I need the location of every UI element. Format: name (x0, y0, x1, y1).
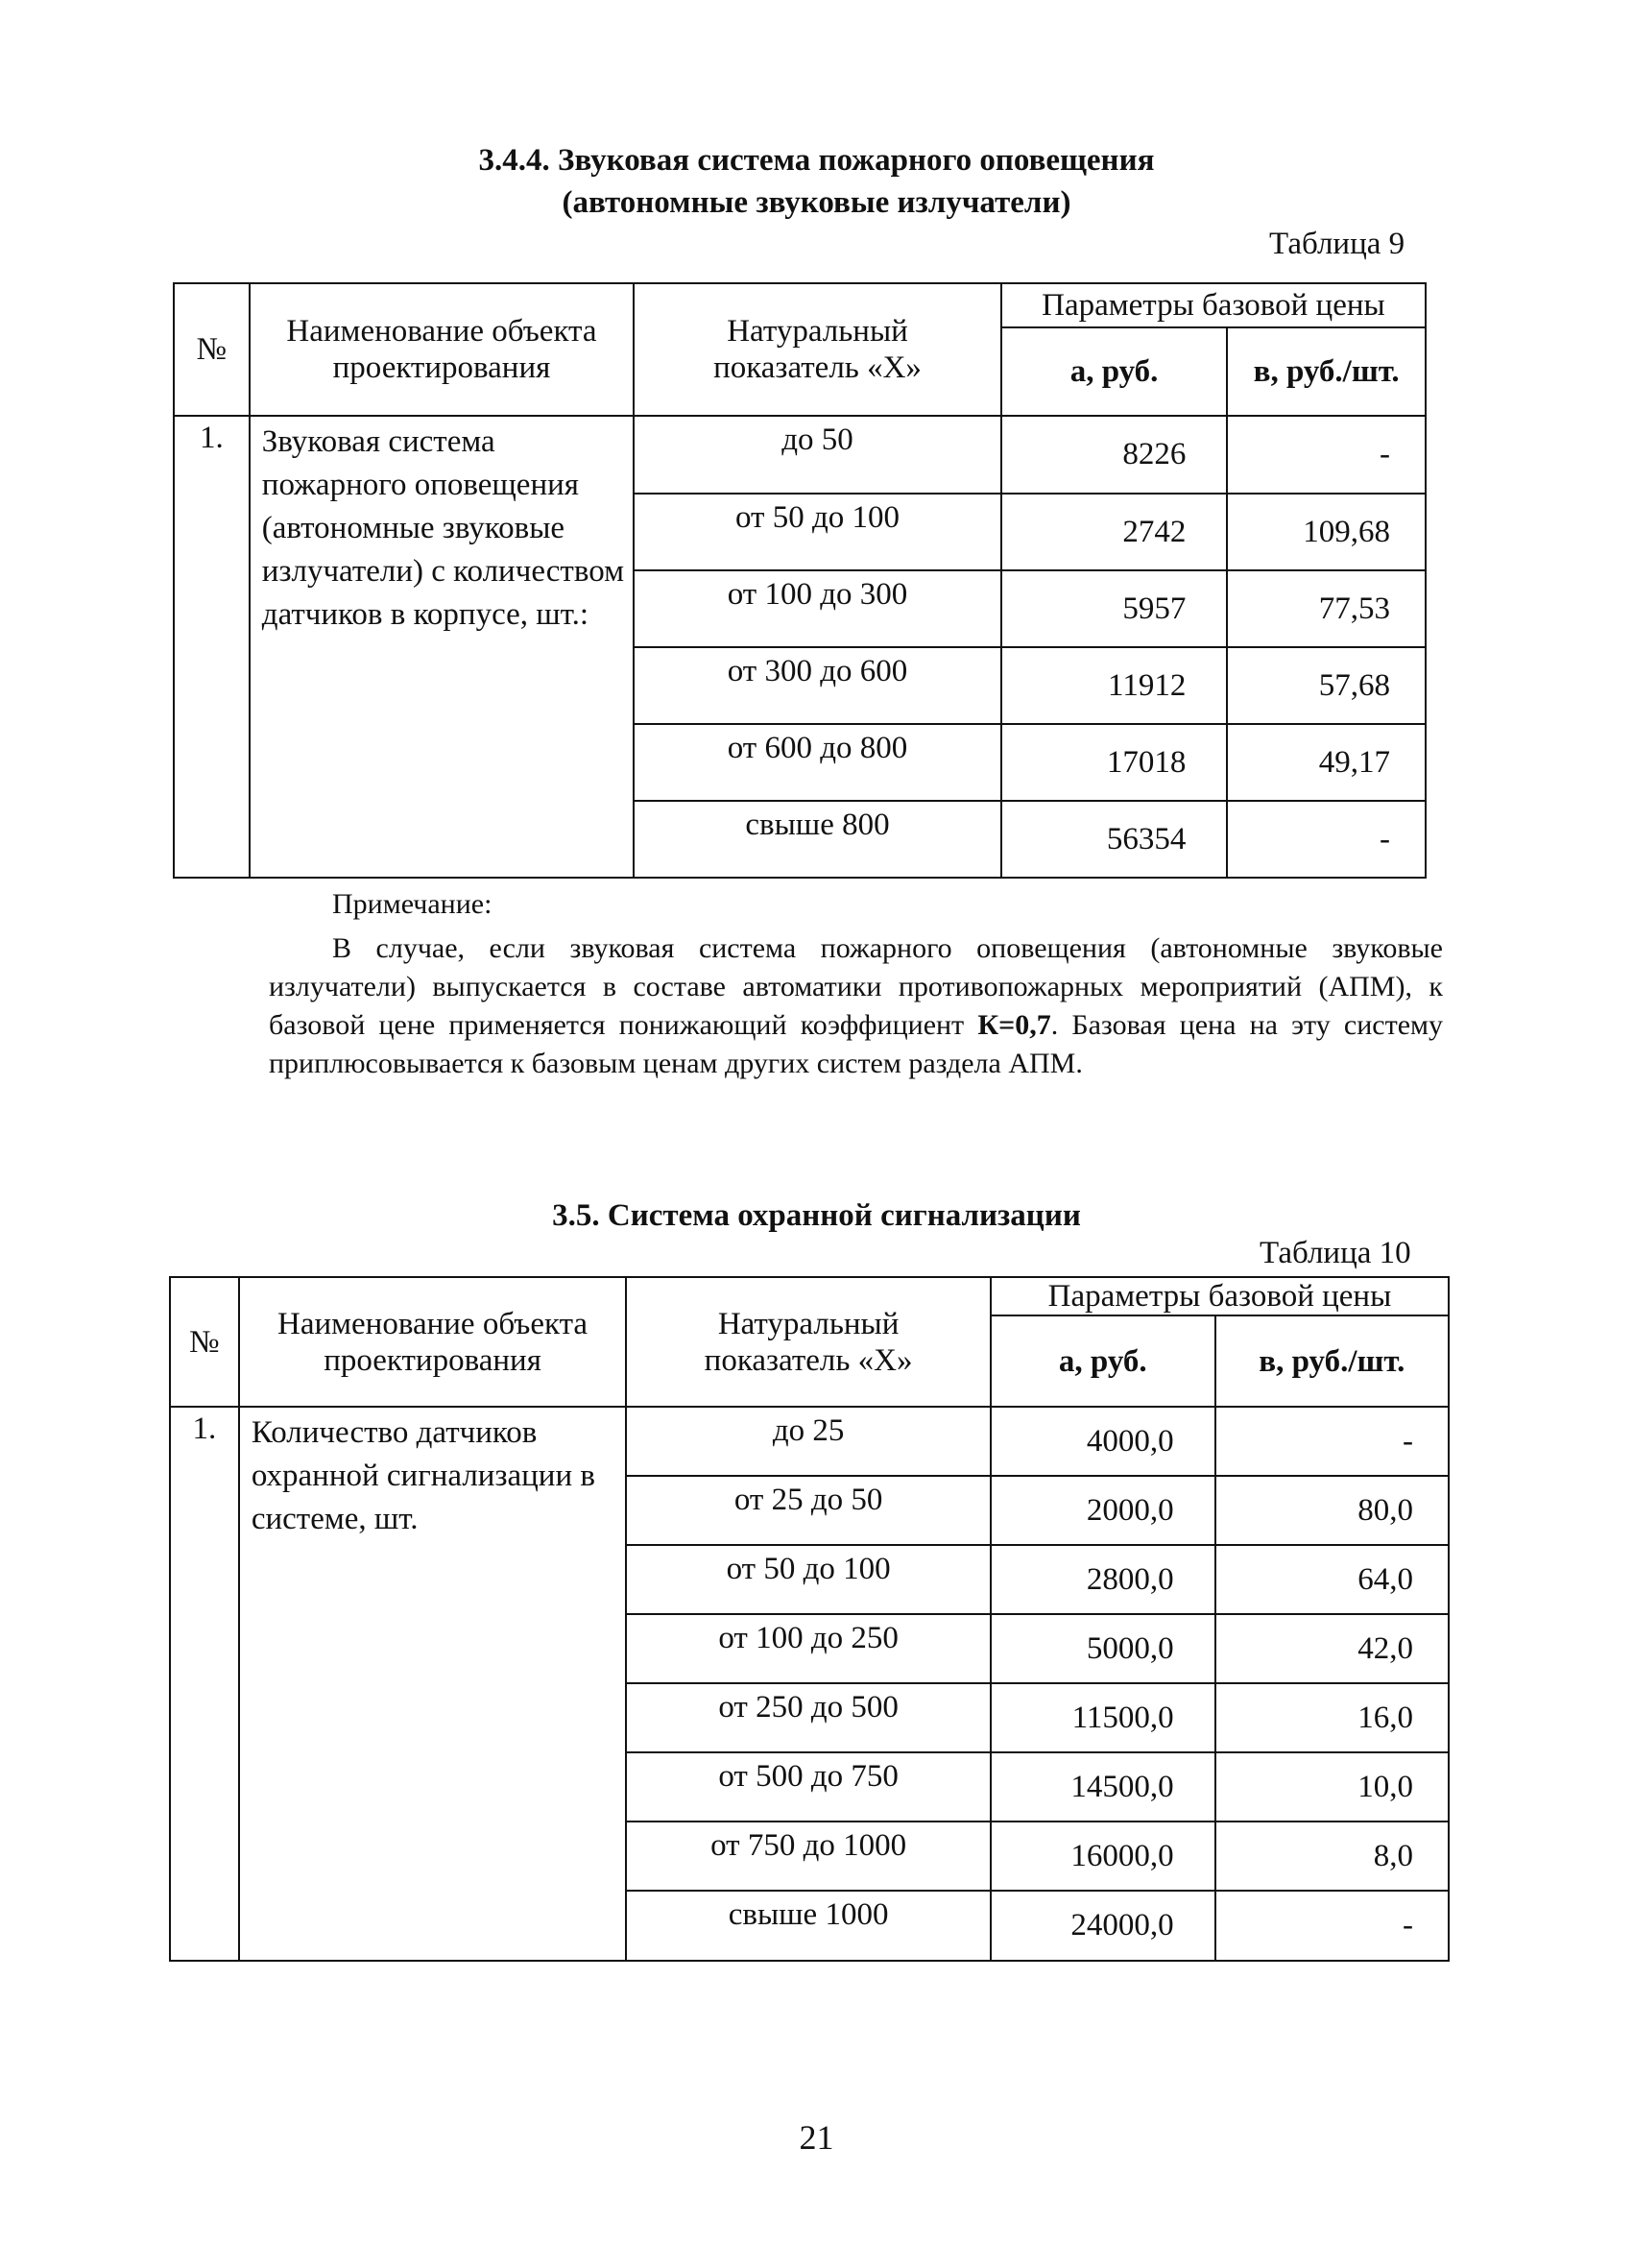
table9-b-5: - (1227, 801, 1426, 878)
table10-a-7: 24000,0 (991, 1891, 1215, 1961)
table10-x-0: до 25 (626, 1407, 991, 1476)
table9-header-params: Параметры базовой цены (1001, 283, 1426, 327)
table9-x-3: от 300 до 600 (634, 647, 1001, 724)
table9-header-b: в, руб./шт. (1227, 327, 1426, 416)
section2-heading: 3.5. Система охранной сигнализации (552, 1198, 1081, 1233)
note-text (269, 929, 1443, 1083)
table9-b-2: 77,53 (1227, 570, 1426, 647)
table10-x-5: от 500 до 750 (626, 1752, 991, 1822)
table9-x-5: свыше 800 (634, 801, 1001, 878)
table10-x-1: от 25 до 50 (626, 1476, 991, 1545)
table10-x-4: от 250 до 500 (626, 1683, 991, 1752)
section1-heading-line2: (автономные звуковые излучатели) (562, 185, 1071, 220)
note-text-part1: В случае, если звуковая система пожарного оповещения (автономные звуковые излучатели) выпускается в составе автоматики противопожарных мероприятий (АПМ), к базовой цене применяется понижающий коэффициент (269, 932, 1443, 1041)
note-title: Примечание: (332, 888, 492, 920)
table10-a-0: 4000,0 (991, 1407, 1215, 1476)
table9-x-2: от 100 до 300 (634, 570, 1001, 647)
table9-header-name: Наименование объекта проектирования (250, 283, 634, 416)
table10-x-3: от 100 до 250 (626, 1614, 991, 1683)
section1-heading-line1: 3.4.4. Звуковая система пожарного оповещения (478, 143, 1155, 178)
table9-x-0: до 50 (634, 416, 1001, 494)
table9-x-4: от 600 до 800 (634, 724, 1001, 801)
table10-header-b: в, руб./шт. (1215, 1315, 1449, 1407)
table10-b-5: 10,0 (1215, 1752, 1449, 1822)
table10-header-name: Наименование объекта проектирования (239, 1277, 626, 1407)
table9-a-2: 5957 (1001, 570, 1228, 647)
table-10 (169, 1276, 1450, 1962)
table9-caption: Таблица 9 (1269, 227, 1405, 261)
table10-a-2: 2800,0 (991, 1545, 1215, 1614)
table9-b-1: 109,68 (1227, 494, 1426, 570)
table9-row-num: 1. (174, 416, 250, 878)
table9-header-x: Натуральный показатель «X» (634, 283, 1001, 416)
table9-a-1: 2742 (1001, 494, 1228, 570)
table10-header-x: Натуральный показатель «X» (626, 1277, 991, 1407)
table10-header-params: Параметры базовой цены (991, 1277, 1449, 1315)
page-number: 21 (799, 2118, 834, 2157)
table9-b-4: 49,17 (1227, 724, 1426, 801)
note-paragraph (269, 929, 1443, 1083)
table10-a-1: 2000,0 (991, 1476, 1215, 1545)
table10-b-0: - (1215, 1407, 1449, 1476)
table9-x-1: от 50 до 100 (634, 494, 1001, 570)
table10-caption: Таблица 10 (1260, 1236, 1411, 1270)
note-coefficient: К=0,7 (977, 1009, 1051, 1041)
table10-x-7: свыше 1000 (626, 1891, 991, 1961)
table9-b-0: - (1227, 416, 1426, 494)
table10-a-3: 5000,0 (991, 1614, 1215, 1683)
table-9 (173, 282, 1427, 879)
table10-row-num: 1. (170, 1407, 239, 1961)
note-text-part2: . Базовая цена на эту систему приплюсовывается к базовым ценам других систем раздела АПМ. (269, 1009, 1443, 1079)
table10-header-a: а, руб. (991, 1315, 1215, 1407)
table10-row-name: Количество датчиков охранной сигнализации в системе, шт. (239, 1407, 626, 1961)
table10-b-6: 8,0 (1215, 1822, 1449, 1891)
table9-b-3: 57,68 (1227, 647, 1426, 724)
table9-a-3: 11912 (1001, 647, 1228, 724)
table10-a-4: 11500,0 (991, 1683, 1215, 1752)
table10-b-2: 64,0 (1215, 1545, 1449, 1614)
table9-row-name: Звуковая система пожарного оповещения (автономные звуковые излучатели) с количеством датчиков в корпусе, шт.: (250, 416, 634, 878)
table10-x-2: от 50 до 100 (626, 1545, 991, 1614)
table10-b-1: 80,0 (1215, 1476, 1449, 1545)
table10-b-4: 16,0 (1215, 1683, 1449, 1752)
table9-a-0: 8226 (1001, 416, 1228, 494)
table9-a-4: 17018 (1001, 724, 1228, 801)
table10-b-7: - (1215, 1891, 1449, 1961)
table9-a-5: 56354 (1001, 801, 1228, 878)
table9-header-num: № (174, 283, 250, 416)
table10-x-6: от 750 до 1000 (626, 1822, 991, 1891)
table9-header-a: а, руб. (1001, 327, 1228, 416)
table10-a-5: 14500,0 (991, 1752, 1215, 1822)
table10-header-num: № (170, 1277, 239, 1407)
table10-a-6: 16000,0 (991, 1822, 1215, 1891)
table10-b-3: 42,0 (1215, 1614, 1449, 1683)
